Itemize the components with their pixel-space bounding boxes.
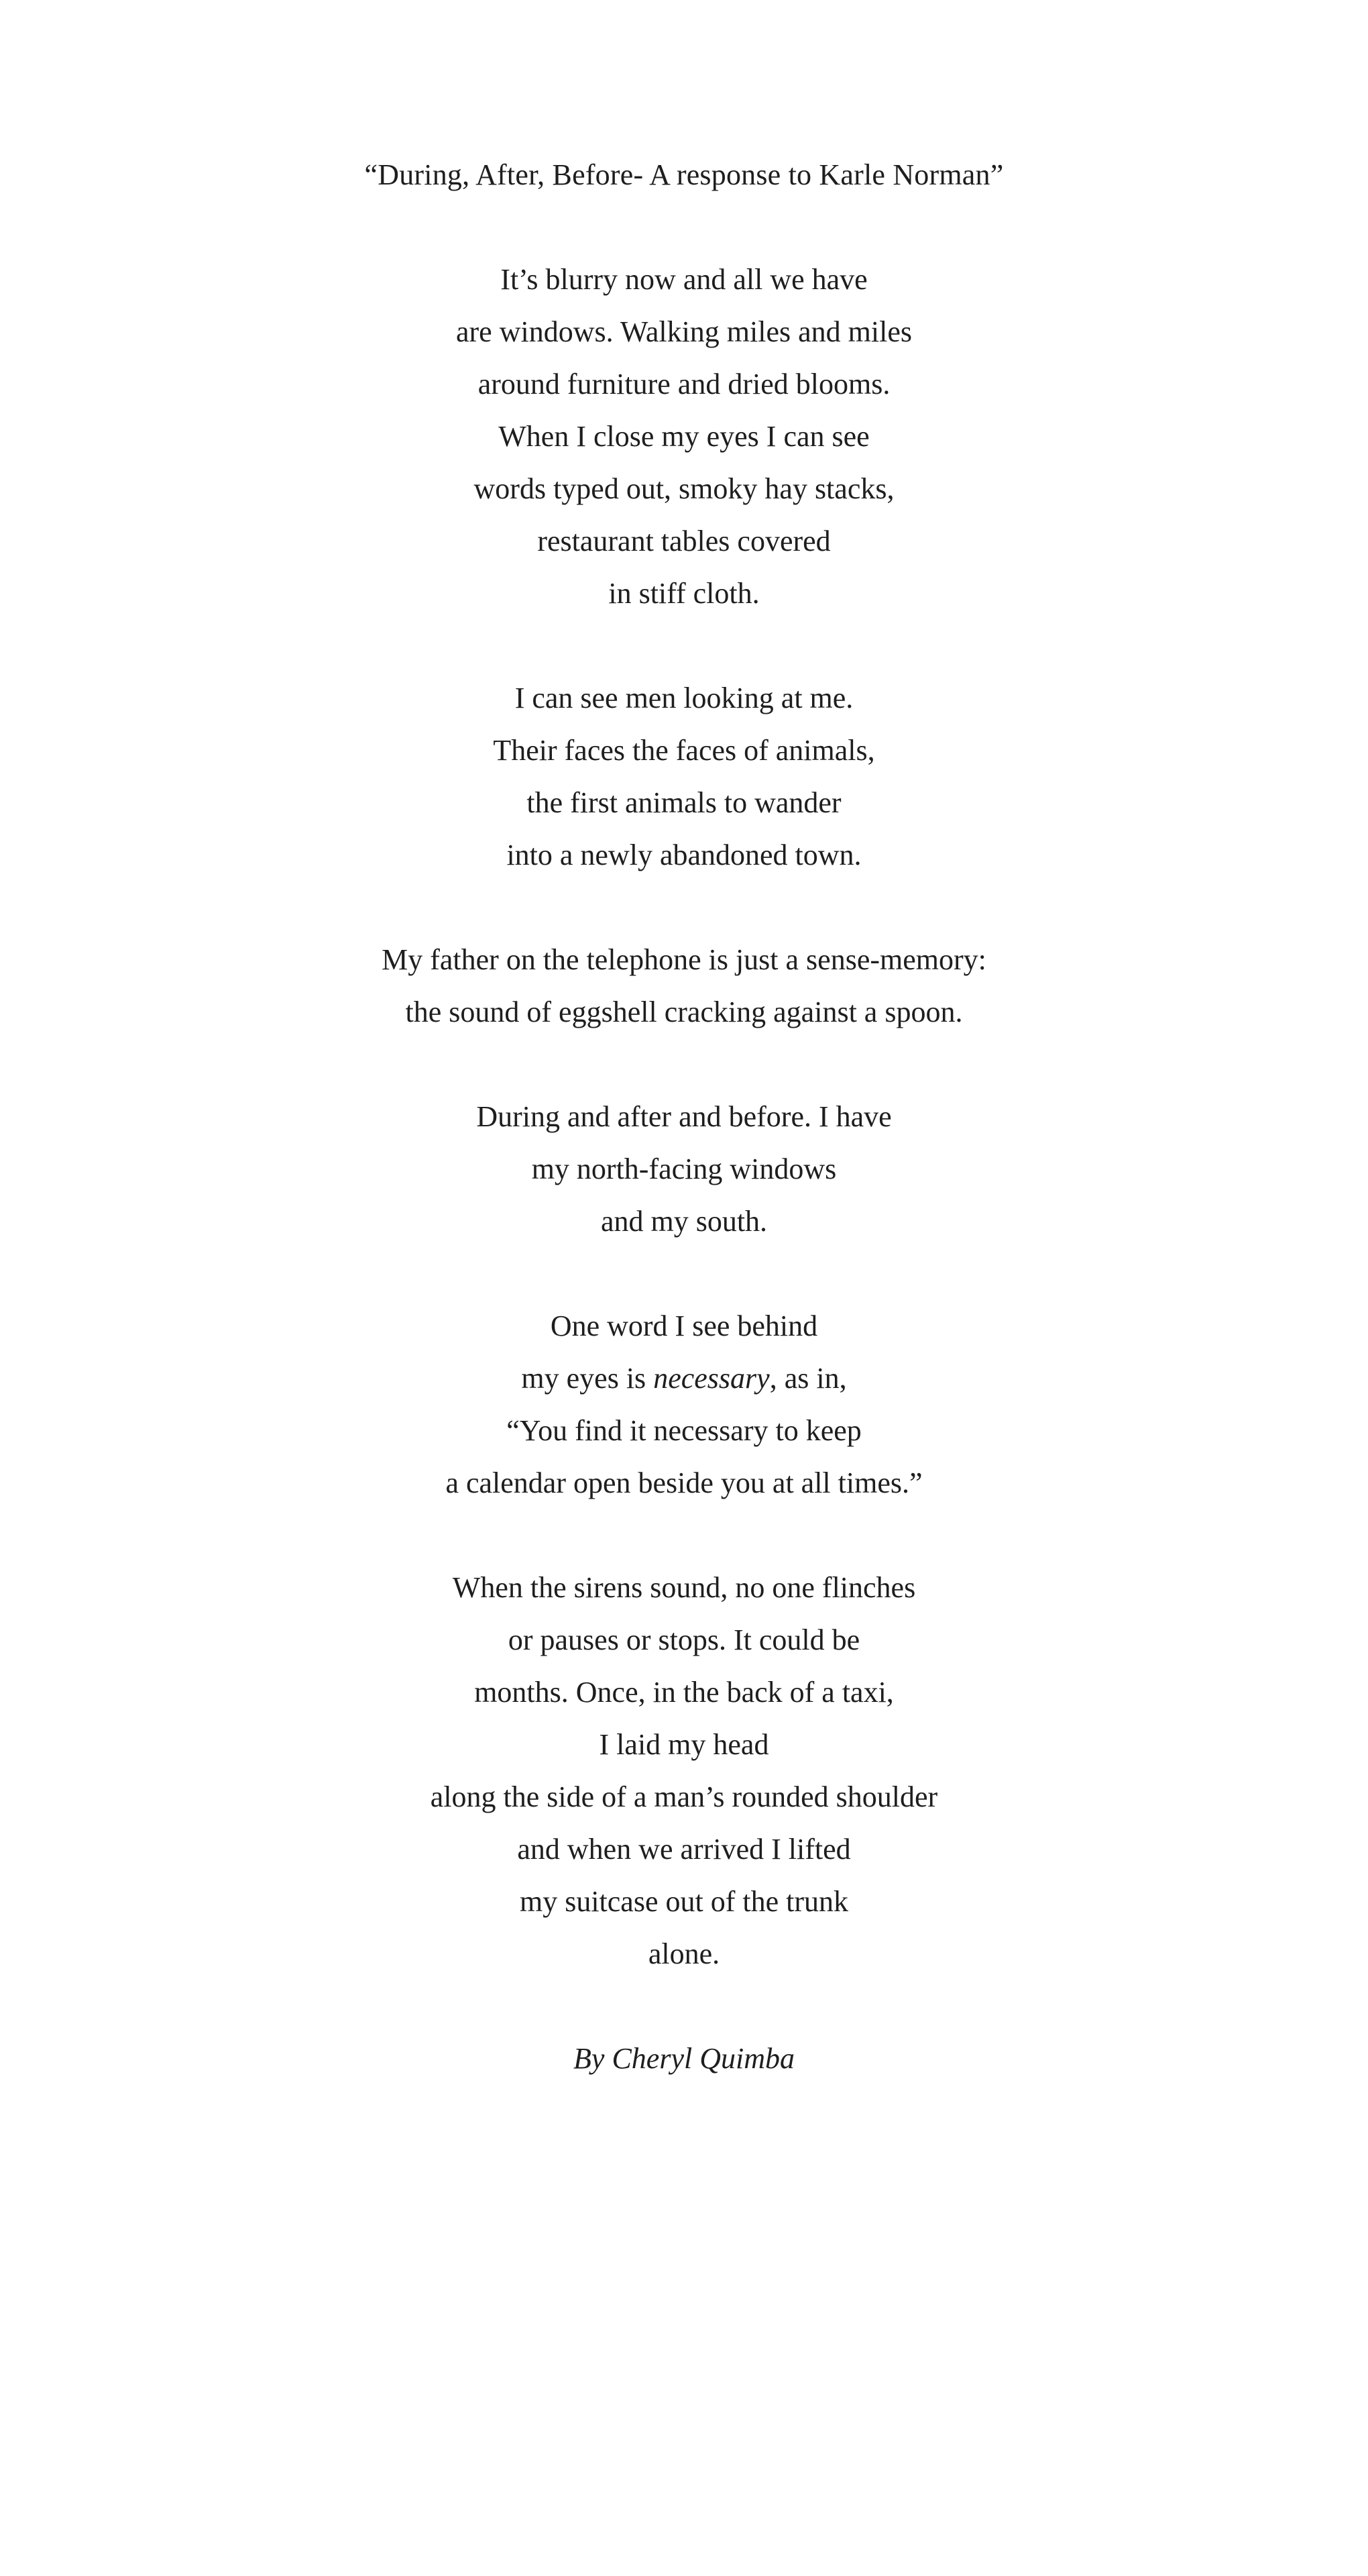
- poem-line: are windows. Walking miles and miles: [456, 315, 912, 348]
- poem-title: “During, After, Before- A response to Karle Norman”: [364, 158, 1004, 191]
- poem-line-with-emphasis: [0, 1352, 1368, 1405]
- poem-line: the first animals to wander: [526, 786, 842, 819]
- stanza-3: [0, 934, 1368, 1038]
- poem-line: into a newly abandoned town.: [506, 839, 862, 871]
- stanza-6: [0, 1562, 1368, 1980]
- poem-line: My father on the telephone is just a sense-memory:: [382, 943, 986, 976]
- stanza-4: [0, 1091, 1368, 1248]
- poem-line: One word I see behind: [550, 1309, 818, 1342]
- poem-line: the sound of eggshell cracking against a spoon.: [405, 996, 963, 1028]
- poem-line: I can see men looking at me.: [514, 682, 854, 714]
- poem-line: When I close my eyes I can see: [498, 420, 870, 453]
- poem-line: restaurant tables covered: [537, 525, 831, 557]
- poem-line: alone.: [648, 1937, 720, 1970]
- poem-line: in stiff cloth.: [608, 577, 760, 610]
- poem-line: months. Once, in the back of a taxi,: [474, 1676, 894, 1709]
- poem-line: my north-facing windows: [531, 1152, 837, 1185]
- poem-line: a calendar open beside you at all times.”: [445, 1466, 923, 1499]
- poem-line: Their faces the faces of animals,: [493, 734, 875, 767]
- poem-line: around furniture and dried blooms.: [477, 368, 891, 400]
- stanza-5: [0, 1300, 1368, 1509]
- stanza-1: [0, 254, 1368, 620]
- poem-line: I laid my head: [599, 1728, 769, 1761]
- poem-line: “You find it necessary to keep: [506, 1414, 862, 1447]
- emphasized-word: necessary: [653, 1362, 770, 1395]
- line-text-after: , as in,: [769, 1362, 847, 1395]
- poem-line: or pauses or stops. It could be: [508, 1623, 860, 1656]
- author-byline: By Cheryl Quimba: [573, 2042, 795, 2075]
- poem-line: It’s blurry now and all we have: [500, 263, 868, 296]
- stanza-2: [0, 672, 1368, 881]
- line-text-before: my eyes is: [521, 1362, 654, 1395]
- poem-line: and my south.: [600, 1205, 768, 1238]
- poem-line: During and after and before. I have: [476, 1100, 892, 1133]
- poem-body: [0, 254, 1368, 2085]
- poem-line: along the side of a man’s rounded shoulder: [430, 1780, 938, 1813]
- poem-line: When the sirens sound, no one flinches: [452, 1571, 916, 1604]
- poem-line: words typed out, smoky hay stacks,: [473, 472, 895, 505]
- poem-line: and when we arrived I lifted: [517, 1833, 851, 1866]
- poem-line: my suitcase out of the trunk: [519, 1885, 848, 1918]
